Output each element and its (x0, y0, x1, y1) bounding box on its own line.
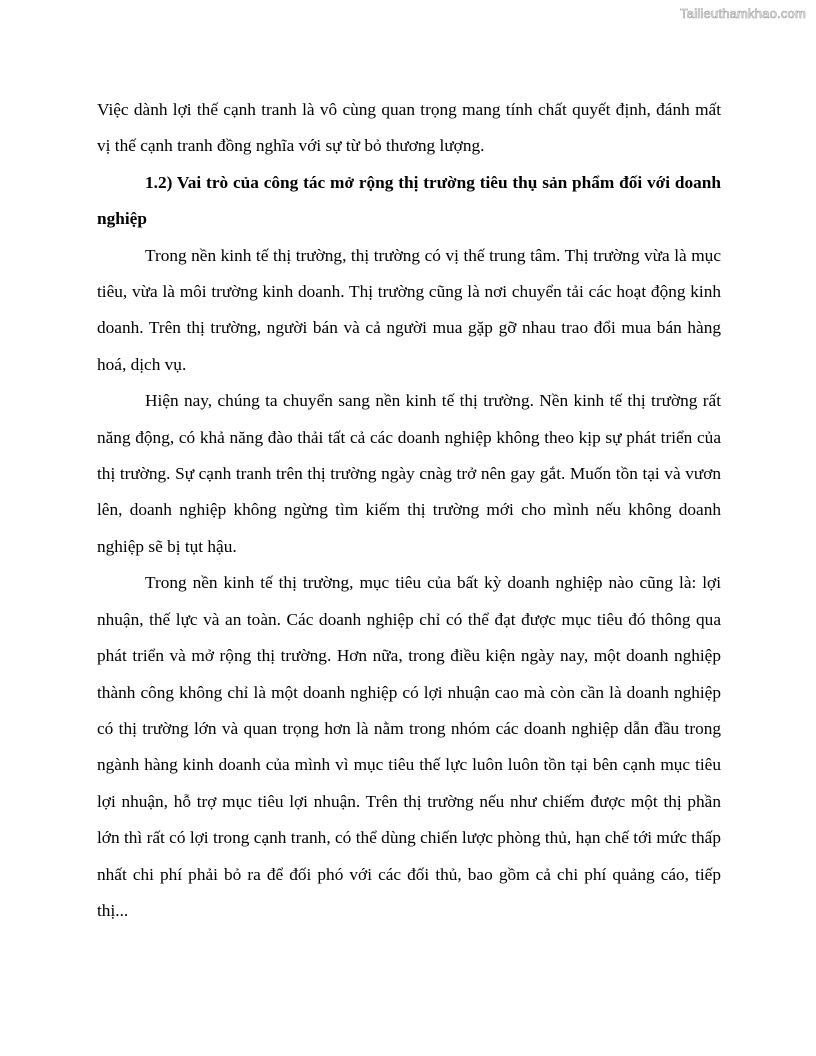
document-body (97, 92, 721, 929)
paragraph-business-goals: Trong nền kinh tế thị trường, mục tiêu của bất kỳ doanh nghiệp nào cũng là: lợi nhuận, thế lực và an toàn. Các doanh nghiệp chỉ có thể đạt được mục tiêu đó thông qua phát triển và mở rộng thị trường. Hơn nữa, trong điều kiện ngày nay, một doanh nghiệp thành công không chỉ là một doanh nghiệp có lợi nhuận cao mà còn cần là doanh nghiệp có thị trường lớn và quan trọng hơn là nằm trong nhóm các doanh nghiệp dẫn đầu trong ngành hàng kinh doanh của mình vì mục tiêu thế lực luôn luôn tồn tại bên cạnh mục tiêu lợi nhuận, hỗ trợ mục tiêu lợi nhuận. Trên thị trường nếu như chiếm được một thị phần lớn thì rất có lợi trong cạnh tranh, có thể dùng chiến lược phòng thủ, hạn chế tới mức thấp nhất chi phí phải bỏ ra để đối phó với các đối thủ, bao gồm cả chi phí quảng cáo, tiếp thị... (97, 573, 721, 920)
section-heading: 1.2) Vai trò của công tác mở rộng thị trường tiêu thụ sản phẩm đối với doanh nghiệp (97, 172, 721, 229)
paragraph-market-economy: Hiện nay, chúng ta chuyển sang nền kinh tế thị trường. Nền kinh tế thị trường rất năng động, có khả năng đào thải tất cả các doanh nghiệp không theo kịp sự phát triển của thị trường. Sự cạnh tranh trên thị trường ngày cnàg trở nên gay gắt. Muốn tồn tại và vươn lên, doanh nghiệp không ngừng tìm kiếm thị trường mới cho mình nếu không doanh nghiệp sẽ bị tụt hậu. (97, 391, 721, 556)
watermark-text: Tailieuthamkhao.com (680, 6, 806, 21)
paragraph-intro: Việc dành lợi thế cạnh tranh là vô cùng quan trọng mang tính chất quyết định, đánh mất vị thế cạnh tranh đồng nghĩa với sự từ bỏ thương lượng. (97, 100, 721, 156)
paragraph-market-role: Trong nền kinh tế thị trường, thị trường có vị thế trung tâm. Thị trường vừa là mục tiêu, vừa là môi trường kinh doanh. Thị trường cũng là nơi chuyển tải các hoạt động kinh doanh. Trên thị trường, người bán và cả người mua gặp gỡ nhau trao đổi mua bán hàng hoá, dịch vụ. (97, 245, 721, 374)
